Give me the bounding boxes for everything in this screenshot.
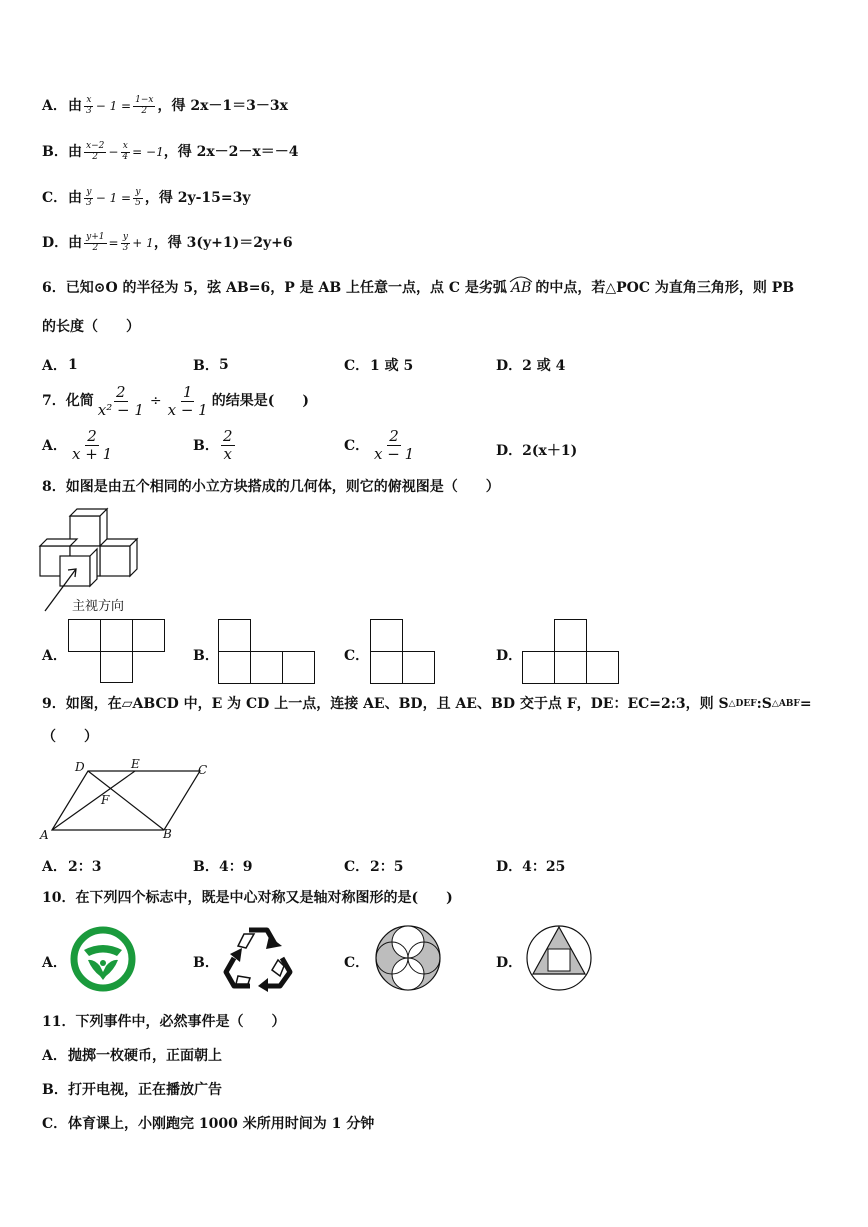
fraction: $\frac{y}{5}$ <box>135 187 141 208</box>
q8-option-a-grid-icon <box>68 619 168 683</box>
q10-option-b-label: B． <box>193 955 219 971</box>
point-label-d: D <box>75 760 85 774</box>
fraction: $\frac{x-2}{2}$ <box>86 141 105 162</box>
q9-option-b: B． 4：9 <box>193 859 253 875</box>
fraction: $\frac{y+1}{2}$ <box>86 232 105 253</box>
q6-stem-cont: 的长度（ ） <box>42 319 140 335</box>
q5-option-d: D． 由 $\frac{y+1}{2}$ = $\frac{y}{3}$ + 1 ，得 3(y+1)＝2y+6 <box>42 232 293 253</box>
q10-option-d-label: D． <box>496 955 523 971</box>
q11-option-c: C． 体育课上，小刚跑完 1000 米所用时间为 1 分钟 <box>42 1116 375 1132</box>
fraction: $\frac{2}{x + 1}$ <box>72 427 113 463</box>
q5-option-b: B． 由 $\frac{x-2}{2}$ − $\frac{x}{4}$ = −1 ，得 2x－2－x＝－4 <box>42 141 299 162</box>
fraction: $\frac{x}{3}$ <box>86 95 92 116</box>
parallelogram-figure-icon <box>40 758 220 838</box>
q7-option-d: D． 2(x＋1) <box>496 443 578 459</box>
fraction: $\frac{y}{3}$ <box>122 232 129 253</box>
arc-mark-icon <box>509 275 533 283</box>
q10-option-a-label: A． <box>42 955 67 971</box>
fraction: $\frac{2}{x}$ <box>223 427 233 463</box>
q8-option-b-grid-icon <box>218 619 318 685</box>
green-food-logo-icon <box>70 926 136 992</box>
q9-stem: 9．如图，在▱ABCD 中，E 为 CD 上一点，连接 AE、BD，且 AE、BD 交于点 F，DE：EC=2:3，则 S △DEF :S △ABF = <box>42 696 812 712</box>
q6-option-b: B． 5 <box>193 357 229 374</box>
q6-stem: 6．已知⊙O 的半径为 5，弦 AB=6，P 是 AB 上任意一点，点 C 是劣弧 AB 的中点，若△POC 为直角三角形，则 PB <box>42 281 828 295</box>
q10-option-c-label: C． <box>344 955 370 971</box>
point-label-b: B <box>163 827 172 841</box>
q6-option-d: D． 2 或 4 <box>496 358 566 374</box>
q11-option-b: B． 打开电视，正在播放广告 <box>42 1082 222 1098</box>
fraction: $\frac{2}{x - 1}$ <box>374 427 415 463</box>
point-label-a: A <box>40 828 49 842</box>
q11-option-a: A． 抛掷一枚硬币，正面朝上 <box>42 1048 222 1064</box>
point-label-c: C <box>198 763 208 777</box>
four-petal-circle-icon <box>373 923 443 993</box>
q8-option-a-label: A． <box>42 648 67 664</box>
q8-option-d-label: D． <box>496 648 523 664</box>
point-label-f: F <box>101 793 110 807</box>
fraction: $\frac{x}{4}$ <box>122 141 129 162</box>
arc-ab: AB <box>511 281 531 295</box>
q11-stem: 11．下列事件中，必然事件是（ ） <box>42 1014 286 1030</box>
q9-option-d: D． 4：25 <box>496 859 566 875</box>
q8-option-d-grid-icon <box>522 619 622 685</box>
q7-option-a: A． $\frac{2}{x + 1}$ <box>42 427 113 463</box>
fraction: $\frac{1-x}{2}$ <box>135 95 154 116</box>
q7-stem: 7．化简 $\frac{2}{\text{x² − 1}}$ ÷ $\frac{1}{x - 1}$ 的结果是( ) <box>42 383 309 419</box>
q9-stem-cont: （ ） <box>42 729 98 745</box>
q9-option-a: A． 2：3 <box>42 859 102 875</box>
cube-figure-icon <box>40 506 150 606</box>
fraction: $\frac{1}{x - 1}$ <box>167 383 208 419</box>
q7-option-c: C． $\frac{2}{x - 1}$ <box>344 427 415 463</box>
q10-stem: 10．在下列四个标志中，既是中心对称又是轴对称图形的是( ) <box>42 890 453 906</box>
q8-stem: 8．如图是由五个相同的小立方块搭成的几何体，则它的俯视图是（ ） <box>42 479 500 495</box>
q8-option-c-grid-icon <box>370 619 440 685</box>
fraction: $\frac{y}{3}$ <box>86 187 92 208</box>
q6-option-a: A． 1 <box>42 357 78 374</box>
q7-option-b: B． $\frac{2}{x}$ <box>193 427 233 463</box>
q8-option-c-label: C． <box>344 648 370 664</box>
q8-option-b-label: B． <box>193 648 219 664</box>
circle-triangle-square-icon <box>524 923 594 993</box>
front-direction-label: 主视方向 <box>72 599 125 614</box>
recycle-icon <box>222 922 294 992</box>
fraction: $\frac{2}{\text{x² − 1}}$ <box>97 383 144 419</box>
q5-option-c: C． 由 $\frac{y}{3}$ − 1 = $\frac{y}{5}$ ，得 2y-15=3y <box>42 187 251 208</box>
q6-option-c: C． 1 或 5 <box>344 358 414 374</box>
q9-option-c: C． 2：5 <box>344 859 404 875</box>
q5-option-a: A． 由 $\frac{x}{3}$ − 1 = $\frac{1-x}{2}$ ，得 2x－1＝3－3x <box>42 95 288 116</box>
point-label-e: E <box>131 757 140 771</box>
